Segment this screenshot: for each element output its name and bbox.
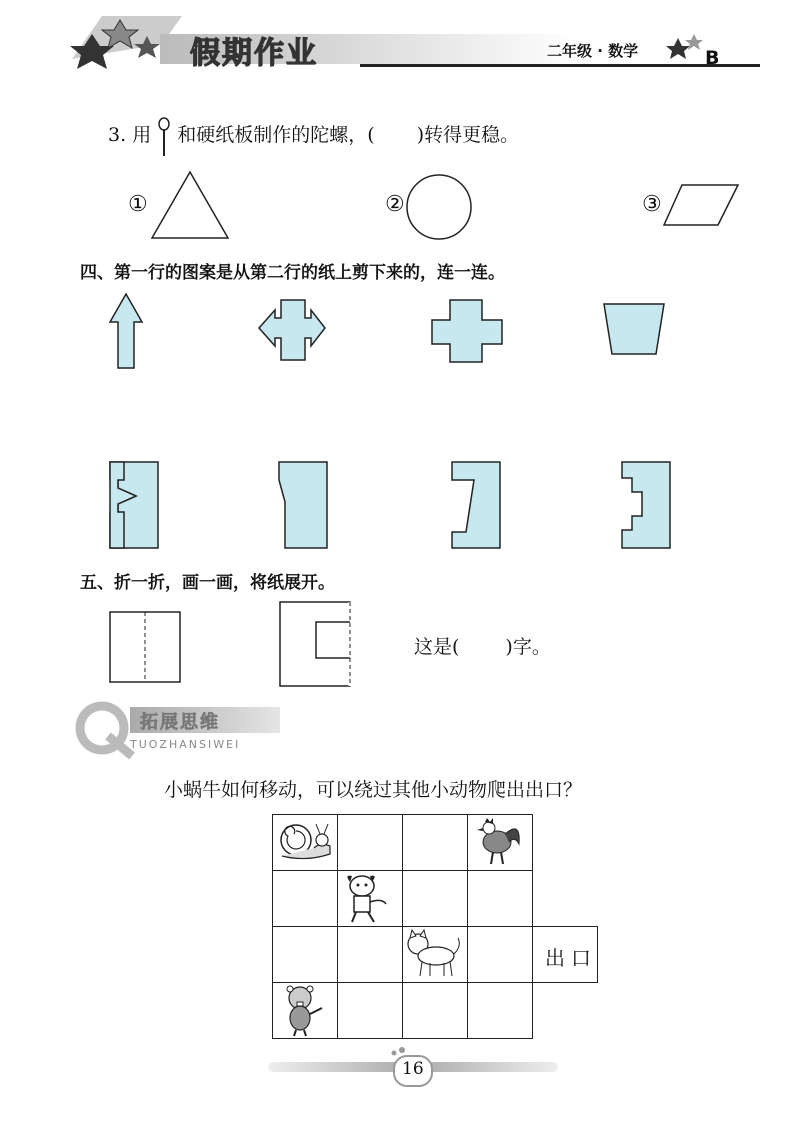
question-3 [108,120,519,147]
snail-icon [276,818,336,868]
grid-cell[interactable] [337,814,403,871]
pin-icon [157,126,171,146]
trapezoid-icon[interactable] [600,300,670,360]
section-4-title: 四、第一行的图案是从第二行的纸上剪下来的，连一连。 [80,263,505,283]
folded-paper-step-icon[interactable] [448,460,508,552]
question-number: 3. [108,124,127,146]
dog-icon [342,872,392,926]
question-text-before: 用 [132,124,152,146]
paper-fold-icon [108,610,188,686]
question-text-close: )转得更稳。 [416,124,520,146]
section-5-answer [414,632,551,659]
folded-paper-slant-icon[interactable] [275,460,335,552]
header-grade: 二年级 · 数学 [547,42,639,60]
cross-icon[interactable] [430,298,510,368]
rooster-icon [475,816,525,868]
arrow-up-icon[interactable] [106,292,146,372]
option-3-label: ③ [642,192,662,217]
header-small-stars-icon [668,34,708,64]
cat-icon [404,930,464,980]
grid-cell[interactable] [272,926,338,983]
folded-paper-double-step-icon[interactable] [618,460,678,552]
header-edition: B [705,47,720,69]
grid-cell[interactable] [337,926,403,983]
grid-cell[interactable] [467,982,533,1039]
extension-title: 拓展思维 [140,712,220,733]
option-1-label: ① [128,192,148,217]
header-rule [360,64,760,67]
option-2-label: ② [385,192,405,217]
page-number: 16 [402,1059,424,1079]
extension-subtitle: TUOZHANSIWEI [130,738,241,751]
triangle-icon [150,170,230,240]
grid-cell[interactable] [337,982,403,1039]
folded-paper-arrow-notch-icon[interactable] [106,460,166,552]
beaver-icon [280,984,330,1038]
extension-question: 小蜗牛如何移动，可以绕过其他小动物爬出出口？ [164,779,583,801]
grid-cell[interactable] [467,870,533,927]
header-title: 假期作业 [190,36,318,71]
four-way-arrow-icon[interactable] [255,298,335,368]
grid-cell[interactable] [467,926,533,983]
parallelogram-icon [662,183,742,228]
answer-suffix: )字。 [505,636,551,658]
grid-cell[interactable] [272,870,338,927]
grid-cell[interactable] [402,814,468,871]
circle-icon [404,172,474,242]
question-text-after: 和硬纸板制作的陀螺，( [177,124,375,146]
grid-cell[interactable] [402,982,468,1039]
exit-label: 出口 [545,946,597,970]
section-5-title: 五、折一折，画一画，将纸展开。 [80,573,335,593]
folded-paper-cut-icon [278,600,358,690]
grid-cell[interactable] [402,870,468,927]
answer-prefix: 这是( [414,636,460,658]
